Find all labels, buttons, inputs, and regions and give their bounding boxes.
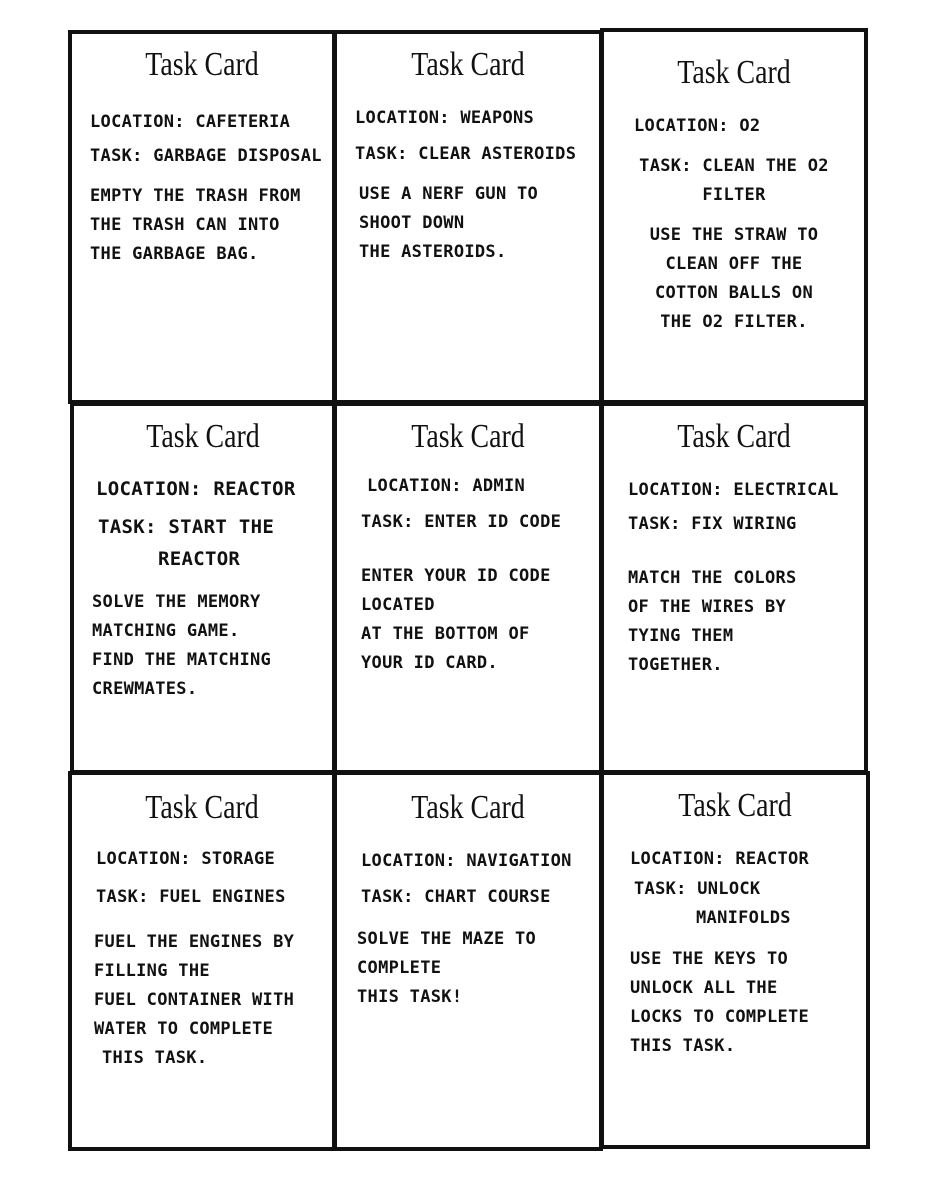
card-description-line: CREWMATES. — [92, 679, 198, 699]
task-card-o2 — [600, 28, 868, 404]
card-title: Task Card — [677, 418, 791, 455]
card-description-line: EMPTY THE TRASH FROM — [90, 186, 301, 206]
card-description-line: FUEL THE ENGINES BY — [94, 932, 295, 952]
task-card-cafeteria — [68, 30, 336, 404]
card-task: FILTER — [702, 185, 766, 205]
card-title: Task Card — [145, 789, 259, 826]
card-description-line: LOCKS TO COMPLETE — [630, 1007, 810, 1027]
card-task: TASK: CLEAN THE O2 — [639, 156, 829, 176]
card-task: REACTOR — [158, 548, 241, 570]
card-task: TASK: UNLOCK — [634, 879, 761, 899]
card-task: TASK: FIX WIRING — [628, 514, 797, 534]
card-location: LOCATION: WEAPONS — [355, 108, 535, 128]
card-description-line: SHOOT DOWN — [359, 213, 465, 233]
card-title: Task Card — [411, 789, 525, 826]
card-title: Task Card — [678, 787, 792, 824]
card-title: Task Card — [145, 46, 259, 83]
task-card-electrical — [600, 402, 868, 774]
card-description-line: FILLING THE — [94, 961, 210, 981]
card-description-line: AT THE BOTTOM OF — [361, 624, 530, 644]
card-task: TASK: CLEAR ASTEROIDS — [355, 144, 577, 164]
card-description-line: THIS TASK! — [357, 987, 463, 1007]
card-location: LOCATION: ELECTRICAL — [628, 480, 839, 500]
card-task: TASK: CHART COURSE — [361, 887, 551, 907]
card-description-line: THE GARBAGE BAG. — [90, 244, 259, 264]
card-location: LOCATION: STORAGE — [96, 849, 276, 869]
card-task: MANIFOLDS — [696, 908, 791, 928]
card-location: LOCATION: NAVIGATION — [361, 851, 572, 871]
card-description-line: THE O2 FILTER. — [660, 312, 808, 332]
card-description-line: SOLVE THE MAZE TO — [357, 929, 537, 949]
card-title: Task Card — [411, 418, 525, 455]
card-description-line: USE THE STRAW TO — [649, 225, 819, 245]
card-task: TASK: FUEL ENGINES — [96, 887, 286, 907]
task-card-admin — [333, 402, 603, 774]
card-description-line: THE TRASH CAN INTO — [90, 215, 280, 235]
card-description-line: SOLVE THE MEMORY — [92, 592, 261, 612]
card-description-line: USE A NERF GUN TO — [359, 184, 539, 204]
task-card-navigation — [333, 771, 603, 1151]
card-task: TASK: ENTER ID CODE — [361, 512, 562, 532]
card-title: Task Card — [677, 54, 791, 91]
card-task: TASK: GARBAGE DISPOSAL — [90, 146, 322, 166]
card-description-line: UNLOCK ALL THE — [630, 978, 778, 998]
card-location: LOCATION: ADMIN — [367, 476, 526, 496]
card-description-line: MATCHING GAME. — [92, 621, 240, 641]
card-description-line: YOUR ID CARD. — [361, 653, 498, 673]
card-description-line: FIND THE MATCHING — [92, 650, 272, 670]
task-card-weapons — [333, 30, 603, 404]
card-description-line: FUEL CONTAINER WITH — [94, 990, 295, 1010]
card-description-line: CLEAN OFF THE — [665, 254, 803, 274]
card-title: Task Card — [146, 418, 260, 455]
card-description-line: TOGETHER. — [628, 655, 723, 675]
card-description-line: COMPLETE — [357, 958, 442, 978]
card-description-line: USE THE KEYS TO — [630, 949, 789, 969]
card-description-line: THIS TASK. — [102, 1048, 208, 1068]
card-description-line: ENTER YOUR ID CODE — [361, 566, 551, 586]
card-description-line: COTTON BALLS ON — [654, 283, 814, 303]
card-description-line: OF THE WIRES BY — [628, 597, 787, 617]
card-location: LOCATION: REACTOR — [630, 849, 810, 869]
card-description-line: MATCH THE COLORS — [628, 568, 797, 588]
card-location: LOCATION: O2 — [634, 116, 761, 136]
card-location: LOCATION: REACTOR — [96, 478, 296, 500]
card-description-line: THE ASTEROIDS. — [359, 242, 507, 262]
card-description-line: THIS TASK. — [630, 1036, 736, 1056]
card-location: LOCATION: CAFETERIA — [90, 112, 291, 132]
task-card-reactor-start — [70, 402, 336, 774]
card-description-line: LOCATED — [361, 595, 435, 615]
card-title: Task Card — [411, 46, 525, 83]
task-card-storage — [68, 771, 336, 1151]
card-task: TASK: START THE — [98, 516, 275, 538]
card-description-line: TYING THEM — [628, 626, 734, 646]
card-description-line: WATER TO COMPLETE — [94, 1019, 274, 1039]
task-card-reactor-manifolds — [600, 771, 870, 1149]
